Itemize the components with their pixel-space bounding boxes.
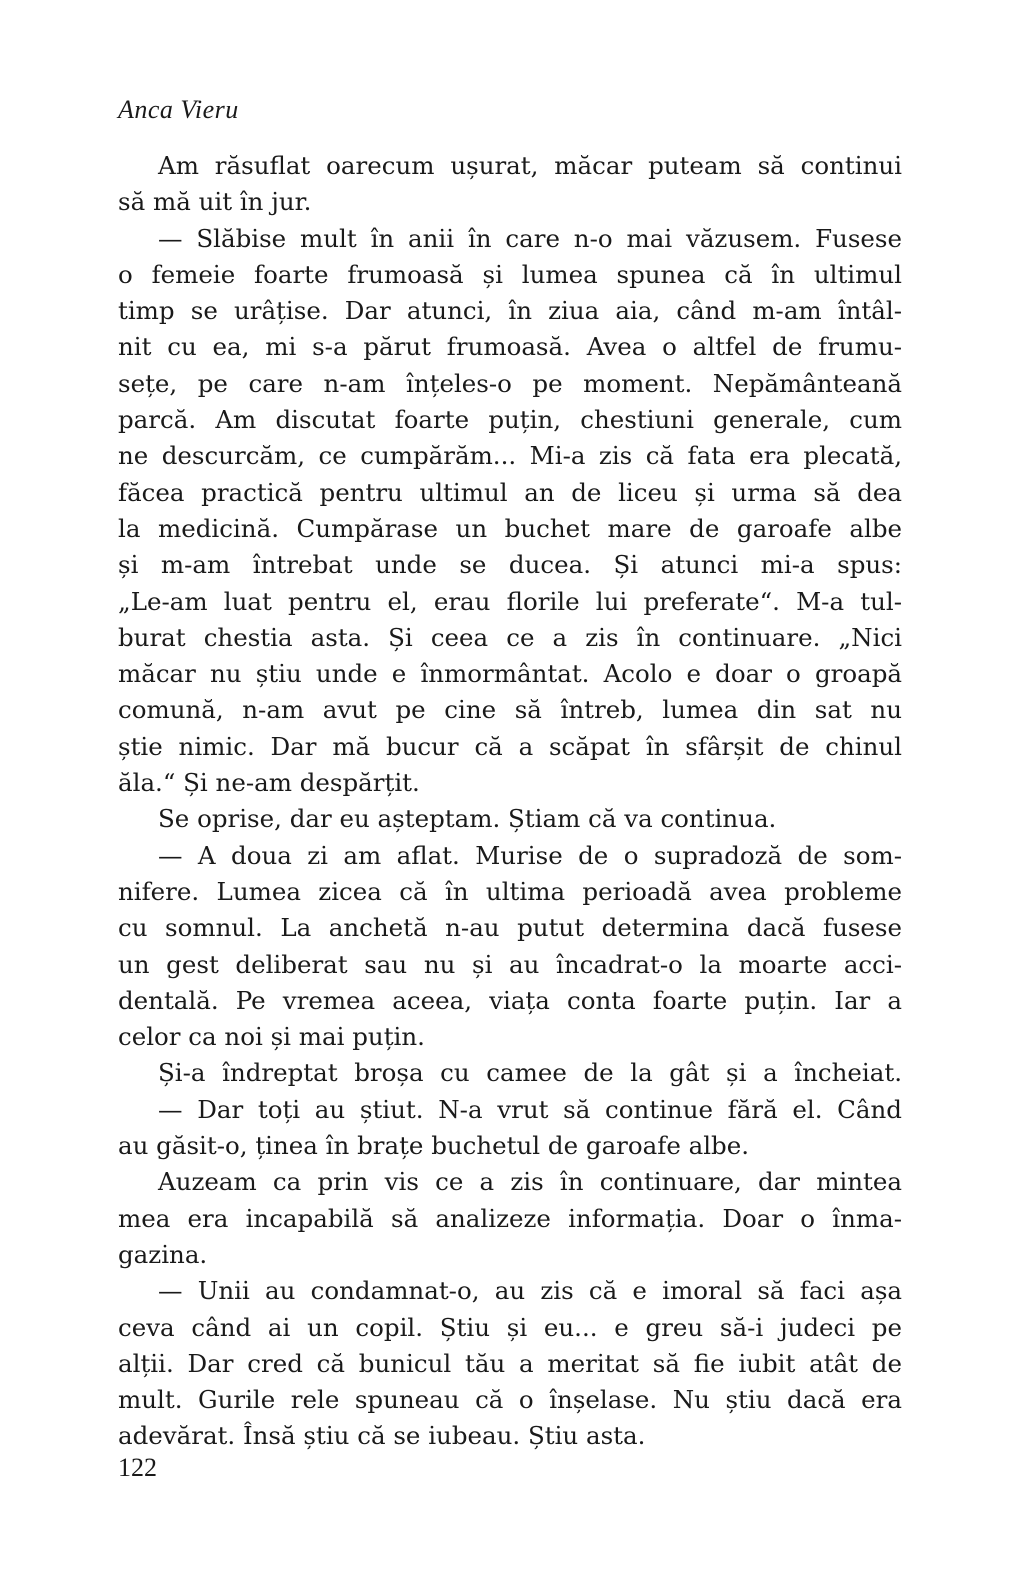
text-line: nifere. Lumea zicea că în ultima perioadă avea probleme — [118, 876, 902, 906]
text-line: au găsit-o, ținea în brațe buchetul de garoafe albe. — [118, 1131, 750, 1161]
text-line: parcă. Am discutat foarte puțin, chestiuni generale, cum — [118, 405, 902, 435]
text-line: — Unii au condamnat-o, au zis că e imoral să faci așa — [158, 1276, 902, 1306]
text-line: ceva când ai un copil. Știu și eu... e greu să-i judeci pe — [118, 1312, 902, 1342]
text-line: făcea practică pentru ultimul an de liceu și urma să dea — [118, 477, 902, 507]
page-number: 122 — [118, 1453, 157, 1482]
text-line: celor ca noi și mai puțin. — [118, 1022, 425, 1052]
text-line: o femeie foarte frumoasă și lumea spunea că în ultimul — [118, 259, 902, 289]
text-line: comună, n-am avut pe cine să întreb, lumea din sat nu — [118, 695, 902, 725]
text-line: știe nimic. Dar mă bucur că a scăpat în sfârșit de chinul — [118, 731, 902, 761]
text-line: nit cu ea, mi s-a părut frumoasă. Avea o altfel de frumu- — [118, 332, 902, 362]
text-line: Am răsuflat oarecum ușurat, măcar puteam să continui — [158, 151, 902, 180]
text-line: mea era incapabilă să analizeze informația. Doar o înma- — [118, 1203, 902, 1233]
text-line: un gest deliberat sau nu și au încadrat-o la moarte acci- — [118, 949, 902, 979]
text-line: burat chestia asta. Și ceea ce a zis în continuare. „Nici — [118, 622, 902, 652]
text-line: timp se urâțise. Dar atunci, în ziua aia, când m-am întâl- — [118, 296, 902, 326]
text-line: ne descurcăm, ce cumpărăm... Mi-a zis că fata era plecată, — [118, 441, 902, 471]
body-text — [118, 148, 902, 1455]
text-line: gazina. — [118, 1239, 208, 1269]
text-line: ăla.“ Și ne-am despărțit. — [118, 768, 420, 798]
text-line: și m-am întrebat unde se ducea. Și atunci mi-a spus: — [118, 550, 902, 580]
text-line: Auzeam ca prin vis ce a zis în continuare, dar mintea — [158, 1167, 902, 1197]
text-line: — Dar toți au știut. N-a vrut să continue fără el. Când — [158, 1094, 902, 1124]
text-line: — A doua zi am aflat. Murise de o supradoză de som- — [158, 840, 902, 870]
text-line: — Slăbise mult în anii în care n-o mai văzusem. Fusese — [158, 223, 902, 253]
running-head-author: Anca Vieru — [118, 95, 239, 124]
text-line: să mă uit în jur. — [118, 187, 312, 217]
text-line: dentală. Pe vremea aceea, viața conta foarte puțin. Iar a — [118, 985, 902, 1015]
text-line: alții. Dar cred că bunicul tău a meritat să fie iubit atât de — [118, 1348, 902, 1378]
text-line: mult. Gurile rele spuneau că o înșelase. Nu știu dacă era — [118, 1385, 902, 1415]
text-line: Și-a îndreptat broșa cu camee de la gât și a încheiat. — [158, 1058, 902, 1088]
text-line: măcar nu știu unde e înmormântat. Acolo e doar o groapă — [118, 659, 902, 689]
text-line: Se oprise, dar eu așteptam. Știam că va continua. — [158, 804, 777, 834]
text-line: cu somnul. La anchetă n-au putut determina dacă fusese — [118, 913, 902, 943]
text-line: adevărat. Însă știu că se iubeau. Știu asta. — [118, 1421, 646, 1451]
text-line: sețe, pe care n-am înțeles-o pe moment. Nepământeană — [118, 368, 902, 398]
text-line: la medicină. Cumpărase un buchet mare de garoafe albe — [118, 513, 902, 543]
text-line: „Le-am luat pentru el, erau florile lui preferate“. M-a tul- — [118, 586, 902, 616]
